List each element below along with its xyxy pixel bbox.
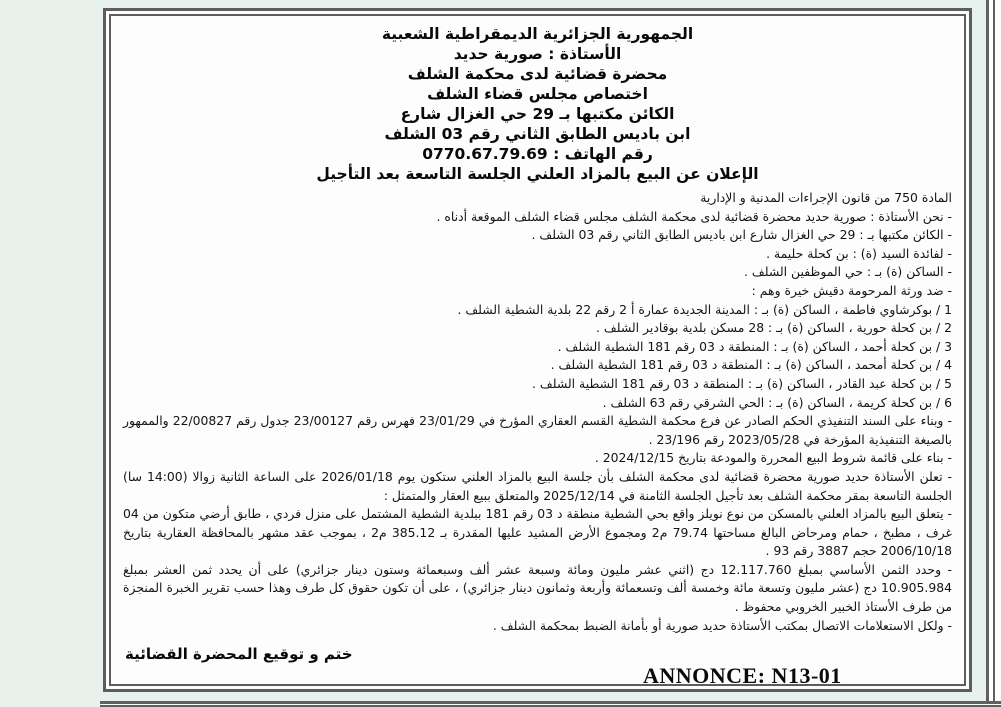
body-paragraph-property-description: - يتعلق البيع بالمزاد العلني بالمسكن من نوع نويلز واقع بحي الشطية منطقة د 03 رقم 181 ببلدية الشطية المشتمل على منزل فردي ، طابق أرضي متكون من 04 غرف ، مطبخ ، حمام ومرحاض البالغ مساحتها 79.74 م2 ومجموع الأرض المشيد عليها المقدرة بـ 385.12 م2 ، بموجب عقد مشهر بالمحافظة العقارية بتاريخ 2006/10/18 حجم 3887 رقم 93 .	[123, 506, 953, 559]
body-paragraph-base-price: - وحدد الثمن الأساسي بمبلغ 12.117.760 دج (اثني عشر مليون ومائة وسبعة عشر ألف وسبعمائة وستون دينار جزائري) على أن يحدد ثمن العشر بمبلغ 10.905.984 دج (عشر مليون وتسعة مائة وخمسة ألف وتسعمائة وأربعة وثمانون دينار جزائري) ، على أن تكون حقوق كل طرف وهذا حسب تقرير الخبرة المنجزة من طرف الأستاذ الخبير الخروبي محفوظ .	[123, 561, 953, 615]
announcement-body	[123, 189, 952, 635]
announcement-box	[103, 8, 972, 692]
body-paragraph-auction-session: - تعلن الأستاذة حديد صورية محضرة قضائية لدى محكمة الشلف بأن جلسة البيع بالمزاد العلني ستكون يوم 2026/01/18 على الساعة الثانية زوالا (14:00 سا) الجلسة التاسعة بمقر محكمة الشلف بعد تأجيل الجلسة الثامنة في 2025/12/14 والمتعلق ببيع العقار والمتمثل :	[123, 468, 952, 503]
announcement-box-inner	[109, 14, 966, 686]
header-office-address-1: الكائن مكتبها بـ 29 حي الغزال شارع	[400, 105, 675, 123]
heir-list-item-4: 4 / بن كحلة أمحمد ، الساكن (ة) بـ : المنطقة د 03 رقم 181 الشطية الشلف .	[550, 357, 952, 373]
next-box-top-edge	[100, 701, 1001, 707]
body-paragraph-sale-conditions: - بناء على قائمة شروط البيع المحررة والمودعة بتاريخ 2024/12/15 .	[594, 450, 952, 466]
adjacent-box-right-edge	[986, 0, 1001, 707]
heir-list-item-6: 6 / بن كحلة كريمة ، الساكن (ة) بـ : الحي الشرقي رقم 63 الشلف .	[602, 394, 952, 410]
announcement-header	[123, 24, 952, 184]
heir-list-item-1: 1 / بوكرشاوي فاطمة ، الساكن (ة) بـ : المدينة الجديدة عمارة أ 2 رقم 22 بلدية الشطية الشلف .	[457, 301, 952, 317]
body-paragraph-beneficiary: - لفائدة السيد (ة) : بن كحلة حليمة .	[766, 245, 952, 261]
annonce-reference: ANNONCE: N13-01	[643, 663, 842, 686]
header-phone-number: رقم الهاتف : 0770.67.79.69	[422, 145, 653, 163]
header-office-address-2: ابن باديس الطابق الثاني رقم 03 الشلف	[384, 125, 691, 143]
announcement-footer	[123, 637, 952, 686]
body-paragraph-legal-article: المادة 750 من قانون الإجراءات المدنية و الإدارية	[700, 190, 952, 205]
heir-list-item-3: 3 / بن كحلة أحمد ، الساكن (ة) بـ : المنطقة د 03 رقم 181 الشطية الشلف .	[557, 338, 952, 354]
adjacent-box-right-edge-inner-line	[993, 0, 1001, 707]
body-paragraph-executive-title: - وبناء على السند التنفيذي الحكم الصادر عن فرع محكمة الشطية القسم العقاري المؤرخ في 23/01/29 فهرس رقم 23/00127 جدول رقم 22/00827 والممهور بالصيغة التنفيذية المؤرخة في 2023/05/28 رقم 23/196 .	[123, 413, 952, 447]
stamp-signature-note: ختم و توقيع المحضرة القضائية	[125, 645, 353, 664]
header-republic-line: الجمهورية الجزائرية الديمقراطية الشعبية	[381, 25, 694, 43]
announcement-title: الإعلان عن البيع بالمزاد العلني الجلسة التاسعة بعد التأجيل	[316, 165, 759, 183]
heir-list-item-2: 2 / بن كحلة حورية ، الساكن (ة) بـ : 28 مسكن بلدية بوقادير الشلف .	[596, 320, 952, 336]
heir-list-item-5: 5 / بن كحلة عبد القادر ، الساكن (ة) بـ : المنطقة د 03 رقم 181 الشطية الشلف .	[532, 375, 952, 391]
body-paragraph-defendants-intro: - ضد ورثة المرحومة دقيش خيرة وهم :	[751, 282, 952, 298]
body-paragraph-beneficiary-address: - الساكن (ة) بـ : حي الموظفين الشلف .	[744, 264, 952, 280]
body-paragraph-bailiff-intro: - نحن الأستاذة : صورية حديد محضرة قضائية لدى محكمة الشلف مجلس قضاء الشلف الموقعة أدناه .	[436, 208, 952, 224]
header-jurisdiction: اختصاص مجلس قضاء الشلف	[427, 85, 648, 103]
header-bailiff-name: الأستاذة : صورية حديد	[453, 45, 622, 63]
header-bailiff-title: محضرة قضائية لدى محكمة الشلف	[407, 65, 668, 83]
body-paragraph-contact-info: - ولكل الاستعلامات الاتصال بمكتب الأستاذة حديد صورية أو بأمانة الضبط بمحكمة الشلف .	[492, 617, 952, 633]
body-paragraph-office-address: - الكائن مكتبها بـ : 29 حي الغزال شارع ابن باديس الطابق الثاني رقم 03 الشلف .	[531, 227, 952, 243]
